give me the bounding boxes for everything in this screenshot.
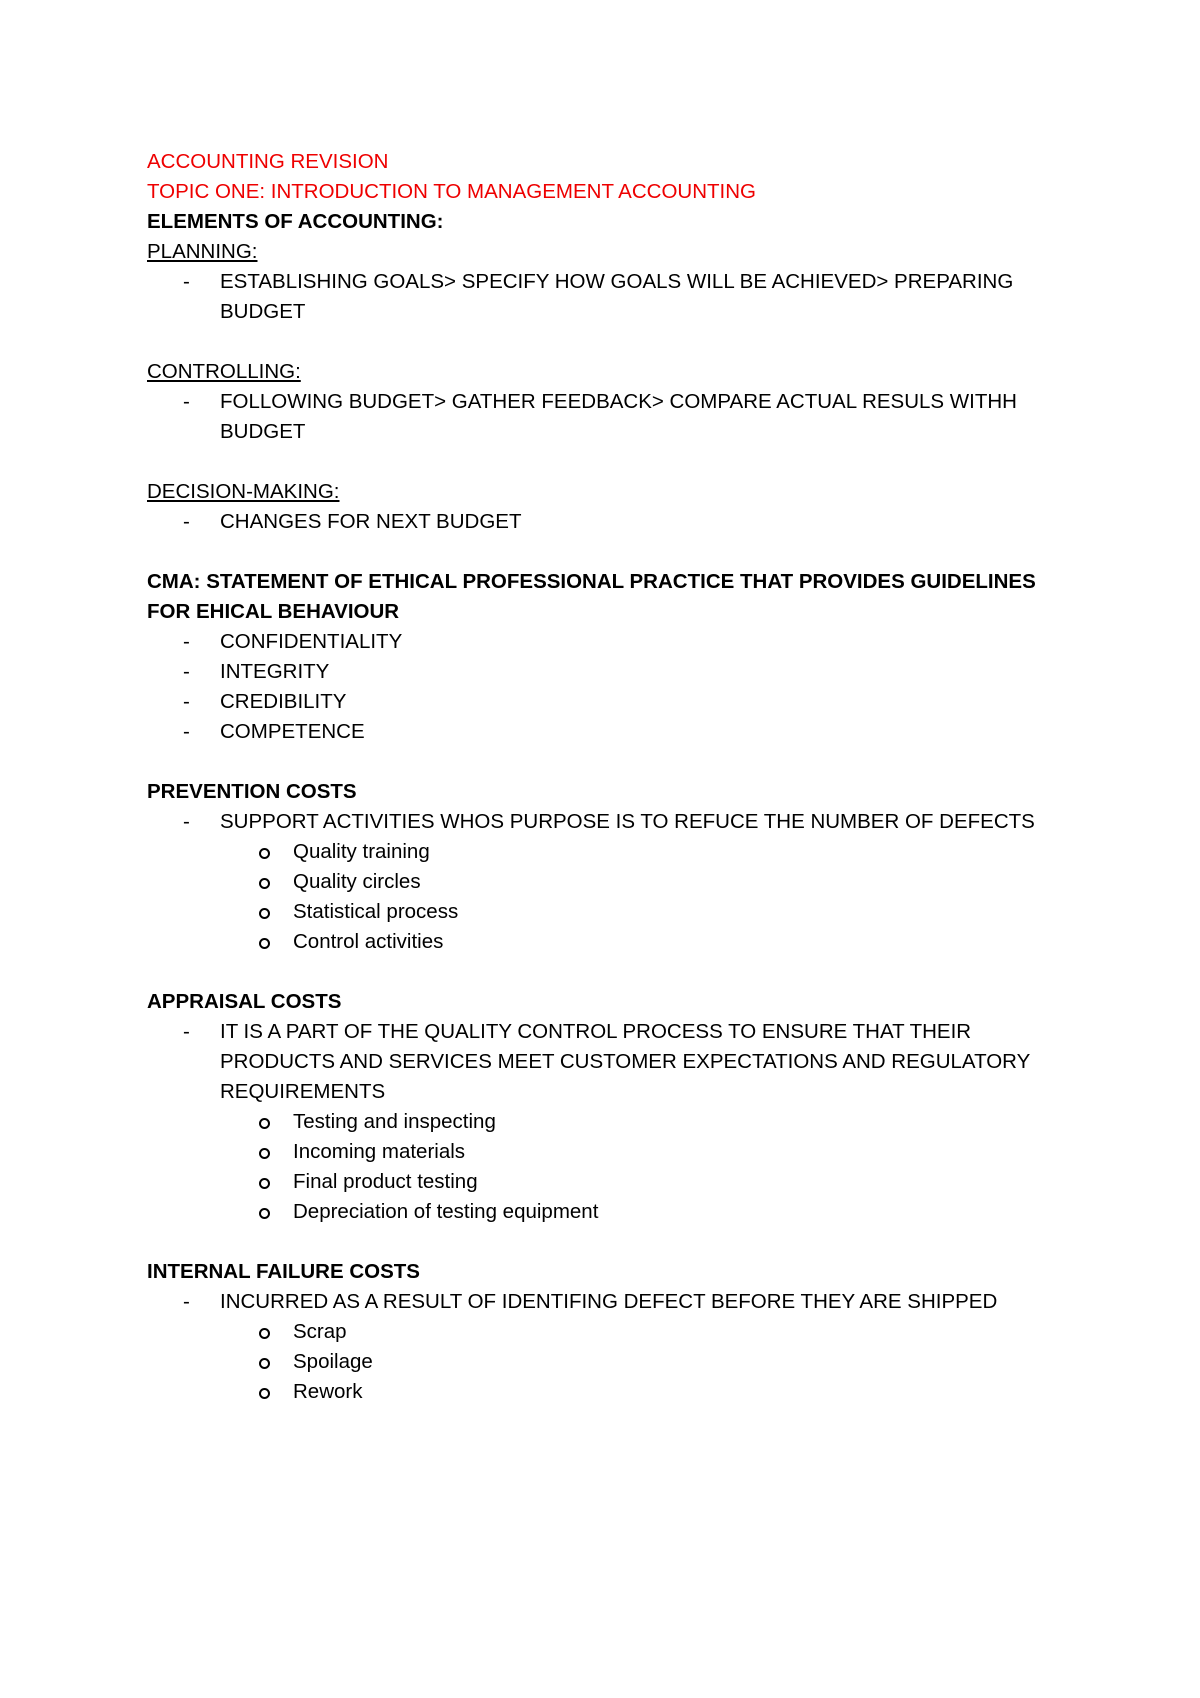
appraisal-costs-heading: APPRAISAL COSTS bbox=[147, 990, 342, 1013]
list-item: - CREDIBILITY bbox=[147, 687, 1077, 717]
list-item: - INTEGRITY bbox=[147, 657, 1077, 687]
circle-bullet-icon bbox=[259, 1178, 270, 1189]
list-item: - COMPETENCE bbox=[147, 717, 1077, 747]
list-item: - CHANGES FOR NEXT BUDGET bbox=[147, 507, 1077, 537]
circle-bullet-icon bbox=[259, 908, 270, 919]
cma-heading: CMA: STATEMENT OF ETHICAL PROFESSIONAL PRACTICE THAT PROVIDES GUIDELINES FOR EHICAL BEHAVIOUR bbox=[147, 570, 1036, 623]
sub-list-item: Depreciation of testing equipment bbox=[147, 1197, 1077, 1227]
document-title: ACCOUNTING REVISION bbox=[147, 150, 389, 173]
circle-bullet-icon bbox=[259, 1328, 270, 1339]
circle-bullet-icon bbox=[259, 878, 270, 889]
appraisal-list bbox=[147, 1017, 1077, 1227]
circle-bullet-icon bbox=[259, 1388, 270, 1399]
dash-bullet: - bbox=[183, 510, 190, 533]
dash-bullet: - bbox=[183, 1020, 190, 1043]
sub-list-item: Statistical process bbox=[147, 897, 1077, 927]
list-item: - SUPPORT ACTIVITIES WHOS PURPOSE IS TO REFUCE THE NUMBER OF DEFECTS Quality training Quality circles Statistical process Control activities bbox=[147, 807, 1077, 957]
circle-bullet-icon bbox=[259, 1118, 270, 1129]
dash-bullet: - bbox=[183, 270, 190, 293]
sub-list-item: Final product testing bbox=[147, 1167, 1077, 1197]
sub-list-item: Spoilage bbox=[147, 1347, 1077, 1377]
dash-bullet: - bbox=[183, 810, 190, 833]
controlling-label: CONTROLLING: bbox=[147, 360, 301, 383]
list-item: - IT IS A PART OF THE QUALITY CONTROL PROCESS TO ENSURE THAT THEIR PRODUCTS AND SERVICES MEET CUSTOMER EXPECTATIONS AND REGULATORY REQUIREMENTS Testing and inspecting Incoming materials Final product testing Depreciation of testing equipment bbox=[147, 1017, 1077, 1227]
sub-list-item: Quality training bbox=[147, 837, 1077, 867]
circle-bullet-icon bbox=[259, 1148, 270, 1159]
sub-list-item: Quality circles bbox=[147, 867, 1077, 897]
prevention-list bbox=[147, 807, 1077, 957]
circle-bullet-icon bbox=[259, 1358, 270, 1369]
dash-bullet: - bbox=[183, 660, 190, 683]
circle-bullet-icon bbox=[259, 848, 270, 859]
list-item: - ESTABLISHING GOALS> SPECIFY HOW GOALS WILL BE ACHIEVED> PREPARING BUDGET bbox=[147, 267, 1077, 327]
appraisal-sublist bbox=[220, 1107, 1077, 1227]
prevention-costs-heading: PREVENTION COSTS bbox=[147, 780, 357, 803]
circle-bullet-icon bbox=[259, 938, 270, 949]
dash-bullet: - bbox=[183, 630, 190, 653]
dash-bullet: - bbox=[183, 720, 190, 743]
dash-bullet: - bbox=[183, 690, 190, 713]
sub-list-item: Incoming materials bbox=[147, 1137, 1077, 1167]
dash-bullet: - bbox=[183, 390, 190, 413]
controlling-list bbox=[147, 387, 1077, 447]
sub-list-item: Testing and inspecting bbox=[147, 1107, 1077, 1137]
elements-heading: ELEMENTS OF ACCOUNTING: bbox=[147, 210, 444, 233]
sub-list-item: Rework bbox=[147, 1377, 1077, 1407]
internal-failure-sublist bbox=[220, 1317, 1077, 1407]
topic-heading: TOPIC ONE: INTRODUCTION TO MANAGEMENT ACCOUNTING bbox=[147, 180, 756, 203]
list-item: - CONFIDENTIALITY bbox=[147, 627, 1077, 657]
dash-bullet: - bbox=[183, 1290, 190, 1313]
planning-label: PLANNING: bbox=[147, 240, 258, 263]
internal-failure-list bbox=[147, 1287, 1077, 1407]
list-item: - FOLLOWING BUDGET> GATHER FEEDBACK> COMPARE ACTUAL RESULS WITHH BUDGET bbox=[147, 387, 1077, 447]
prevention-sublist bbox=[220, 837, 1077, 957]
cma-list bbox=[147, 627, 1077, 747]
sub-list-item: Control activities bbox=[147, 927, 1077, 957]
document-body bbox=[147, 147, 1077, 1407]
decision-list bbox=[147, 507, 1077, 537]
sub-list-item: Scrap bbox=[147, 1317, 1077, 1347]
list-item: - INCURRED AS A RESULT OF IDENTIFING DEFECT BEFORE THEY ARE SHIPPED Scrap Spoilage Rework bbox=[147, 1287, 1077, 1407]
planning-list bbox=[147, 267, 1077, 327]
circle-bullet-icon bbox=[259, 1208, 270, 1219]
decision-making-label: DECISION-MAKING: bbox=[147, 480, 340, 503]
internal-failure-costs-heading: INTERNAL FAILURE COSTS bbox=[147, 1260, 420, 1283]
